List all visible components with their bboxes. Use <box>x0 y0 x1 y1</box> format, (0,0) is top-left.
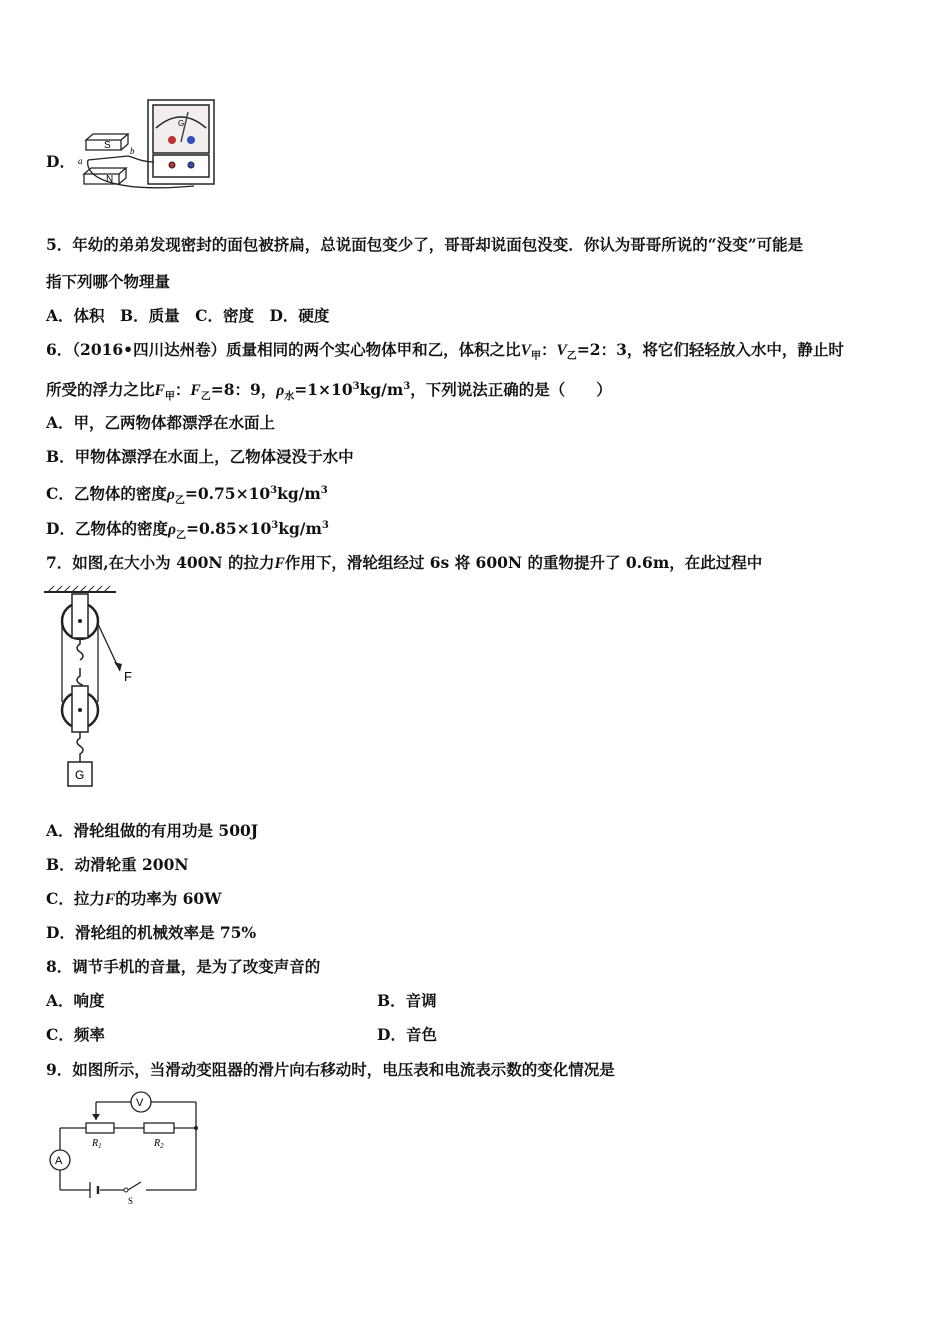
q9-voltmeter-label: V <box>136 1097 144 1109</box>
q7-option-c <box>46 889 222 910</box>
q6-sub: 乙 <box>200 391 211 403</box>
q6-sub: 乙 <box>174 495 185 507</box>
q6-sub: 乙 <box>566 351 577 363</box>
q6-text: ，下列说法正确的是（ ） <box>410 380 612 400</box>
q8-stem: 8．调节手机的音量，是为了改变声音的 <box>46 957 321 976</box>
q7-weight-label: G <box>75 768 85 782</box>
q7-option-a: A．滑轮组做的有用功是 500J <box>46 821 259 840</box>
q9-stem: 9．如图所示，当滑动变阻器的滑片向右移动时，电压表和电流表示数的变化情况是 <box>46 1060 615 1079</box>
q6-text: =8：9， <box>210 380 277 400</box>
q6-text: =1×10 <box>294 380 353 400</box>
q7-text: C．拉力 <box>46 889 105 908</box>
q4-galvanometer-figure <box>76 98 218 194</box>
q8-option-a: A．响度 <box>46 991 105 1010</box>
q9-ammeter-label: A <box>55 1155 63 1167</box>
q9-r1-sub: 1 <box>98 1142 102 1150</box>
q8-option-d: D．音色 <box>377 1025 437 1044</box>
q8-option-b: B．音调 <box>377 991 437 1010</box>
q6-var-rho: ρ <box>166 486 175 504</box>
q7-force-label: F <box>124 669 132 684</box>
q6-var-rho: ρ <box>167 521 176 539</box>
q9-r1-letter: R <box>92 1138 99 1149</box>
q6-text: kg/m <box>278 519 322 539</box>
q6-text: =2：3，将它们轻轻放入水中，静止时 <box>576 340 844 359</box>
q6-var-f: F <box>190 382 201 400</box>
q6-text: D．乙物体的密度 <box>46 519 168 539</box>
q9-r2-sub: 2 <box>160 1142 164 1150</box>
q7-stem <box>46 553 762 574</box>
q5-stem-line1: 5．年幼的弟弟发现密封的面包被挤扁，总说面包变少了，哥哥却说面包没变．你认为哥哥所说的“没变”可能是 <box>46 235 804 254</box>
q6-sup: 3 <box>270 485 278 496</box>
q6-text: 所受的浮力之比 <box>46 380 155 400</box>
q7-var-f: F <box>104 891 116 908</box>
q6-option-a: A．甲，乙两物体都漂浮在水面上 <box>46 413 276 432</box>
q7-text: 7．如图,在大小为 400N 的拉力 <box>46 553 275 572</box>
q9-circuit-figure <box>46 1090 206 1208</box>
q4-meter-label: G <box>178 119 185 128</box>
q5-options: A．体积 B．质量 C．密度 D．硬度 <box>46 306 330 325</box>
q6-text: 6．（2016•四川达州卷）质量相同的两个实心物体甲和乙，体积之比 <box>46 340 521 359</box>
q6-text: =0.75×10 <box>184 484 271 504</box>
q6-var-v: V <box>556 342 567 359</box>
q6-sub: 甲 <box>164 391 175 403</box>
q4-point-b: b <box>130 146 135 156</box>
q6-stem-line1 <box>46 340 844 367</box>
q6-option-c <box>46 481 328 511</box>
q6-text: ： <box>174 380 191 400</box>
q4-magnet-n: N <box>106 174 114 185</box>
q6-sup: 3 <box>321 520 329 531</box>
q7-text: 作用下，滑轮组经过 6s 将 600N 的重物提升了 0.6m，在此过程中 <box>284 553 763 572</box>
q7-option-b: B．动滑轮重 200N <box>46 855 189 874</box>
q7-text: 的功率为 60W <box>115 889 222 908</box>
q6-sub: 乙 <box>175 530 186 542</box>
q6-sub: 甲 <box>530 351 541 363</box>
q6-text: C．乙物体的密度 <box>46 484 167 504</box>
q9-r1-label <box>91 1138 102 1150</box>
q9-r2-letter: R <box>154 1138 161 1149</box>
q5-stem-line2: 指下列哪个物理量 <box>46 272 171 291</box>
q9-r2-label <box>153 1138 164 1150</box>
q7-pulley-figure <box>42 586 142 790</box>
q6-var-rho: ρ <box>276 382 285 400</box>
q6-sub: 水 <box>284 391 295 403</box>
q6-text: kg/m <box>277 484 321 504</box>
q7-option-d: D．滑轮组的机械效率是 75% <box>46 923 257 942</box>
q6-text: =0.85×10 <box>185 519 272 539</box>
q6-sup: 3 <box>403 381 411 392</box>
q6-var-f: F <box>154 382 165 400</box>
q6-var-v: V <box>520 342 531 359</box>
q6-stem-line2 <box>46 377 612 407</box>
q4-magnet-s: S <box>104 140 111 151</box>
q8-option-c: C．频率 <box>46 1025 105 1044</box>
q6-sup: 3 <box>320 485 328 496</box>
q6-text: kg/m <box>359 380 404 400</box>
q6-sup: 3 <box>271 520 279 531</box>
q7-var-f: F <box>274 555 285 572</box>
q6-option-d <box>46 516 329 546</box>
q6-sup: 3 <box>352 381 360 392</box>
q6-text: ： <box>540 340 557 359</box>
q4-point-a: a <box>78 156 83 166</box>
q4-option-d-label: D． <box>46 152 75 171</box>
q6-option-b: B．甲物体漂浮在水面上，乙物体浸没于水中 <box>46 447 354 466</box>
q9-switch-label: S <box>128 1196 134 1206</box>
